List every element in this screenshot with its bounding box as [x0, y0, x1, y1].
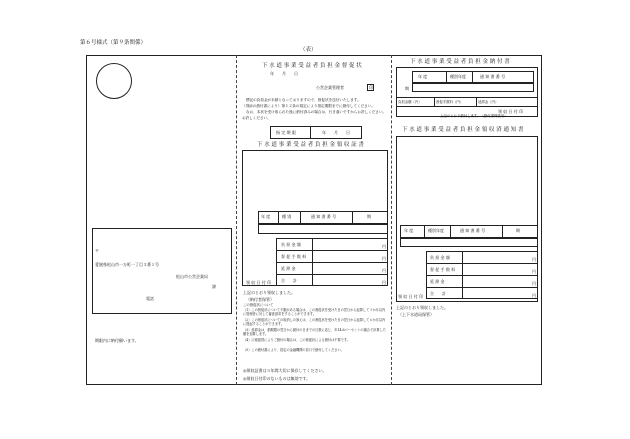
payment-notice: 期限内に納付願います。	[95, 338, 139, 343]
deadline-label: 指 定 期 限	[276, 130, 296, 135]
body-line-2: （別添の納付書により）第１２条の規定により指定期限までに納付してください。	[242, 104, 375, 108]
notice-keep-note: （上下水道局保管）	[398, 312, 434, 317]
office-section: 課	[212, 284, 216, 289]
notice-amount-label: 督 促 手 数 料	[430, 267, 456, 272]
stamp-circle	[96, 63, 132, 99]
notice-header-period: 期	[516, 228, 520, 233]
footer-item: ◎領収日付印のないものは無効です。	[243, 376, 311, 381]
office-tel-label: 電話	[146, 296, 154, 301]
amount-row-label: 負 担 金 額	[281, 242, 301, 247]
notice-receipt-date-label: 領 収 日 付 印	[398, 294, 424, 299]
seal-char: 印	[369, 85, 373, 90]
header-type: 種 別	[282, 214, 292, 219]
payment-slip-header	[412, 71, 534, 83]
perforation-line-left	[236, 55, 237, 385]
note-item: （4）口座振替によりご納付の場合は、この督促状による納付は不要です。	[243, 338, 350, 342]
office-address: 愛媛県松山市一万町一丁目３番１号	[95, 262, 159, 267]
slip-amount-label: 負担金額（円）	[398, 100, 422, 104]
slip-amount-label: 延滞金（円）	[478, 100, 499, 104]
notes-header: この督促状について	[243, 303, 274, 307]
slip-paid-note: 上記のとおり納付します。（納付書保管用）	[440, 114, 508, 118]
notice-received-note: 上記のとおり領収しました。	[396, 305, 448, 310]
notice-header-notice-no: 通 知 書 番 号	[460, 228, 486, 233]
notice-amount-label: 延 滞 金	[430, 279, 445, 284]
note-item: （5）この納付書により、指定の金融機関の窓口で納付してください。	[243, 348, 344, 352]
notice-amount-unit: 円	[532, 281, 536, 286]
slip-header-type: 種別年度	[450, 74, 466, 79]
notice-amount-label: 合 計	[430, 291, 446, 296]
office-name: 松山市公営企業局	[176, 274, 208, 279]
body-line-3: なお、本状を受け取られた後に納付済みの場合は、行き違いですからお許しください。	[246, 110, 387, 114]
receipt-date-label: 領 収 日 付 印	[246, 280, 272, 285]
dunning-title: 下 水 道 事 業 受 益 者 負 担 金 督 促 状	[262, 63, 362, 69]
slip-amount-label: 督促手数料（円）	[436, 100, 464, 104]
receipt-title: 下 水 道 事 業 受 益 者 負 担 金 領 収 証 書	[257, 142, 364, 148]
payment-slip-title: 下 水 道 事 業 受 益 者 負 担 金 納 付 書	[410, 59, 510, 65]
perforation-line-right	[391, 55, 392, 385]
notice-header-year: 年 度	[404, 228, 414, 233]
slip-receipt-date-label: 領 収 日 付 印	[498, 109, 524, 114]
header-period: 期	[367, 214, 371, 219]
form-number: 第６号様式（第９条関係）	[80, 40, 147, 46]
amount-row-unit: 円	[382, 280, 386, 285]
side-label: （表）	[300, 47, 317, 53]
note-item: （3）延滞金は、納期限の翌日から納付の日までの日数に応じ、年14.6パーセントの割合で計算した額を加算します。	[243, 328, 386, 337]
postal-mark: 〒	[95, 248, 99, 253]
amount-row-unit: 円	[382, 268, 386, 273]
header-year: 年 度	[261, 214, 271, 219]
notice-amount-unit: 円	[532, 293, 536, 298]
amount-row-label: 督 促 手 数 料	[281, 254, 307, 259]
body-line-4: お許しください。	[242, 116, 271, 120]
header-notice-no: 通 知 書 番 号	[311, 214, 337, 219]
amount-row-label: 合 計	[281, 278, 297, 283]
received-note: 上記のとおり領収しました。	[243, 290, 295, 295]
slip-header-notice-no: 通 知 書 番 号	[480, 74, 506, 79]
notice-amount-unit: 円	[532, 257, 536, 262]
slip-header-year: 年 度	[418, 74, 428, 79]
addressee: 公営企業管理者	[316, 85, 344, 90]
receipt-notice-title: 下 水 道 事 業 受 益 者 負 担 金 領 収 済 通 知 書	[402, 127, 524, 133]
notice-amount-label: 負 担 金 額	[430, 255, 450, 260]
address-box	[92, 228, 232, 314]
notice-header-type: 種別年度	[428, 228, 444, 233]
dunning-date: 年 月 日	[270, 71, 298, 76]
body-line-1: 標記の負担金が未納となっておりますので、督促状を送付いたします。	[246, 98, 361, 102]
deadline-value: 年 月 日	[322, 130, 350, 135]
footer-item: ◎領収証書は５年間大切に保存してください。	[243, 368, 327, 373]
amount-row-unit: 円	[382, 244, 386, 249]
amount-row-unit: 円	[382, 256, 386, 261]
notice-amount-unit: 円	[532, 269, 536, 274]
note-item: （1）この督促状について不服がある場合は、この督促状を受けた日の翌日から起算して３か月以内に管理者に対して審査請求をすることができます。	[243, 308, 386, 317]
seal-mark	[367, 84, 374, 91]
slip-period-label: 期	[405, 86, 409, 91]
note-item: （2）この督促状についての取消しの訴えは、この督促状を受けた日の翌日から起算して６か月以内に提起することができます。	[243, 318, 386, 327]
amount-row-label: 延 滞 金	[281, 266, 296, 271]
caution-title: （納付者保管）	[246, 297, 274, 302]
